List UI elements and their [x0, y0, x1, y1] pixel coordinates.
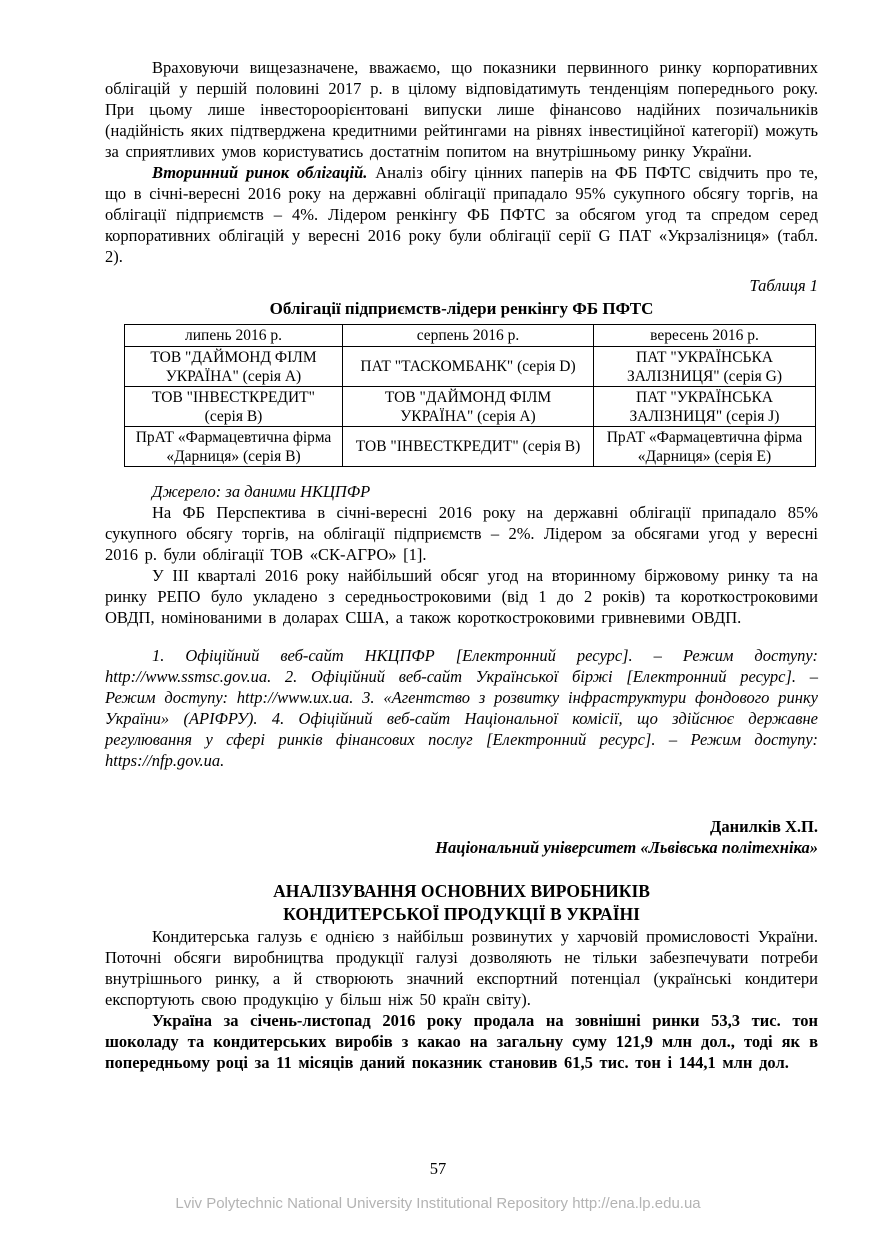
table-cell: ПрАТ «Фармацевтична фірма «Дарниця» (серія E) [594, 427, 816, 467]
article-title-line-1: АНАЛІЗУВАННЯ ОСНОВНИХ ВИРОБНИКІВ [273, 881, 650, 901]
table-cell: ТОВ "ДАЙМОНД ФІЛМ УКРАЇНА" (серія A) [125, 347, 343, 387]
table-cell: ПрАТ «Фармацевтична фірма «Дарниця» (серія B) [125, 427, 343, 467]
page-content [105, 57, 818, 1073]
table-row [125, 387, 816, 427]
paragraph-lead-rest: Аналіз обігу цінних паперів на ФБ ПФТС свідчить про те, що в січні-вересні 2016 року на державні облігації припадало 95% сукупного обсягу торгів, на облігації підприємств – 4%. Лідером ренкінгу ФБ ПФТС за обсягом угод та спредом серед корпоративних облігацій у вересні 2016 року були облігації серії G ПАТ «Укрзалізниця» (табл. 2). [105, 163, 818, 266]
table-cell: ТОВ "ІНВЕСТКРЕДИТ" (серія B) [343, 427, 594, 467]
paragraph-confectionery-intro: Кондитерська галузь є однією з найбільш розвинутих у харчовій промисловості України. Поточні обсяги виробництва продукції галузі дозволяють не тільки забезпечувати потреби внутрішнього ринку, а й створюють значний експортний потенціал (українські кондитери експортують свою продукцію у більш ніж 50 країн світу). [105, 927, 818, 1009]
page-number: 57 [429, 1159, 447, 1178]
table-cell: ПАТ "УКРАЇНСЬКА ЗАЛІЗНИЦЯ" (серія G) [594, 347, 816, 387]
references-list: 1. Офіційний веб-сайт НКЦПФР [Електронний ресурс]. – Режим доступу: http://www.ssmsc.gov.ua. 2. Офіційний веб-сайт Української біржі [Електронний ресурс]. – Режим доступу: http://www.ux.ua. 3. «Агентство з розвитку інфраструктури фондового ринку України» (АРІФРУ). 4. Офіційний веб-сайт Національної комісії, що здійснює державне регулювання у сфері ринків фінансових послуг [Електронний ресурс]. – Режим доступу: https://nfp.gov.ua. [105, 646, 818, 770]
paragraph-perspektyva: На ФБ Перспектива в січні-вересні 2016 року на державні облігації припадало 85% сукупного обсягу торгів, на облігації підприємств – 2%. Лідером за обсягами угод у вересні 2016 р. були облігації ТОВ «СК-АГРО» [1]. [105, 503, 818, 564]
article-title [105, 880, 818, 926]
paragraph-lead-in: Вторинний ринок облігацій. [152, 163, 368, 182]
table-number-label: Таблиця 1 [749, 276, 818, 295]
table-cell: ТОВ "ДАЙМОНД ФІЛМ УКРАЇНА" (серія A) [343, 387, 594, 427]
paragraph-primary-market: Враховуючи вищезазначене, вважаємо, що показники первинного ринку корпоративних облігацій у першій половині 2017 р. в цілому відповідатимуть тенденціям попереднього року. При цьому лише інвестороорієнтовані випуски лише фінансово надійних позичальників (надійність яких підтверджена кредитними рейтингами на рівнях інвестиційної категорії) можуть за сприятливих умов користуватись достатнім попитом на внутрішньому ринку України. [105, 58, 818, 161]
table-header-row [125, 325, 816, 347]
paragraph-q3-2016: У ІІІ кварталі 2016 року найбільший обсяг угод на вторинному біржовому ринку та на ринку РЕПО було укладено з середньостроковими (від 1 до 2 років) та короткостроковими ОВДП, номінованими в доларах США, а також короткостроковими гривневими ОВДП. [105, 566, 818, 627]
bonds-ranking-table [124, 324, 816, 467]
table-header-july: липень 2016 р. [125, 325, 343, 347]
table-cell: ПАТ "УКРАЇНСЬКА ЗАЛІЗНИЦЯ" (серія J) [594, 387, 816, 427]
paragraph-secondary-market [105, 162, 818, 267]
table-header-august: серпень 2016 р. [343, 325, 594, 347]
table-row [125, 427, 816, 467]
paragraph-export-figures: Україна за січень-листопад 2016 року продала на зовнішні ринки 53,3 тис. тон шоколаду та кондитерських виробів з какао на загальну суму 121,9 млн дол., тоді як в попередньому році за 11 місяців даний показник становив 61,5 тис. тон і 144,1 млн дол. [105, 1011, 818, 1072]
table-header-september: вересень 2016 р. [594, 325, 816, 347]
article-title-line-2: КОНДИТЕРСЬКОЇ ПРОДУКЦІЇ В УКРАЇНІ [283, 904, 640, 924]
table-cell: ТОВ "ІНВЕСТКРЕДИТ" (серія B) [125, 387, 343, 427]
author-name: Данилків Х.П. [710, 817, 818, 836]
table-cell: ПАТ "ТАСКОМБАНК" (серія D) [343, 347, 594, 387]
repository-footer: Lviv Polytechnic National University Institutional Repository http://ena.lp.edu.ua [175, 1195, 701, 1212]
table-title: Облігації підприємств-лідери ренкінгу ФБ ПФТС [269, 299, 654, 318]
table-row [125, 347, 816, 387]
table-source-note: Джерело: за даними НКЦПФР [152, 482, 371, 501]
author-affiliation: Національний університет «Львівська політехніка» [435, 838, 818, 857]
